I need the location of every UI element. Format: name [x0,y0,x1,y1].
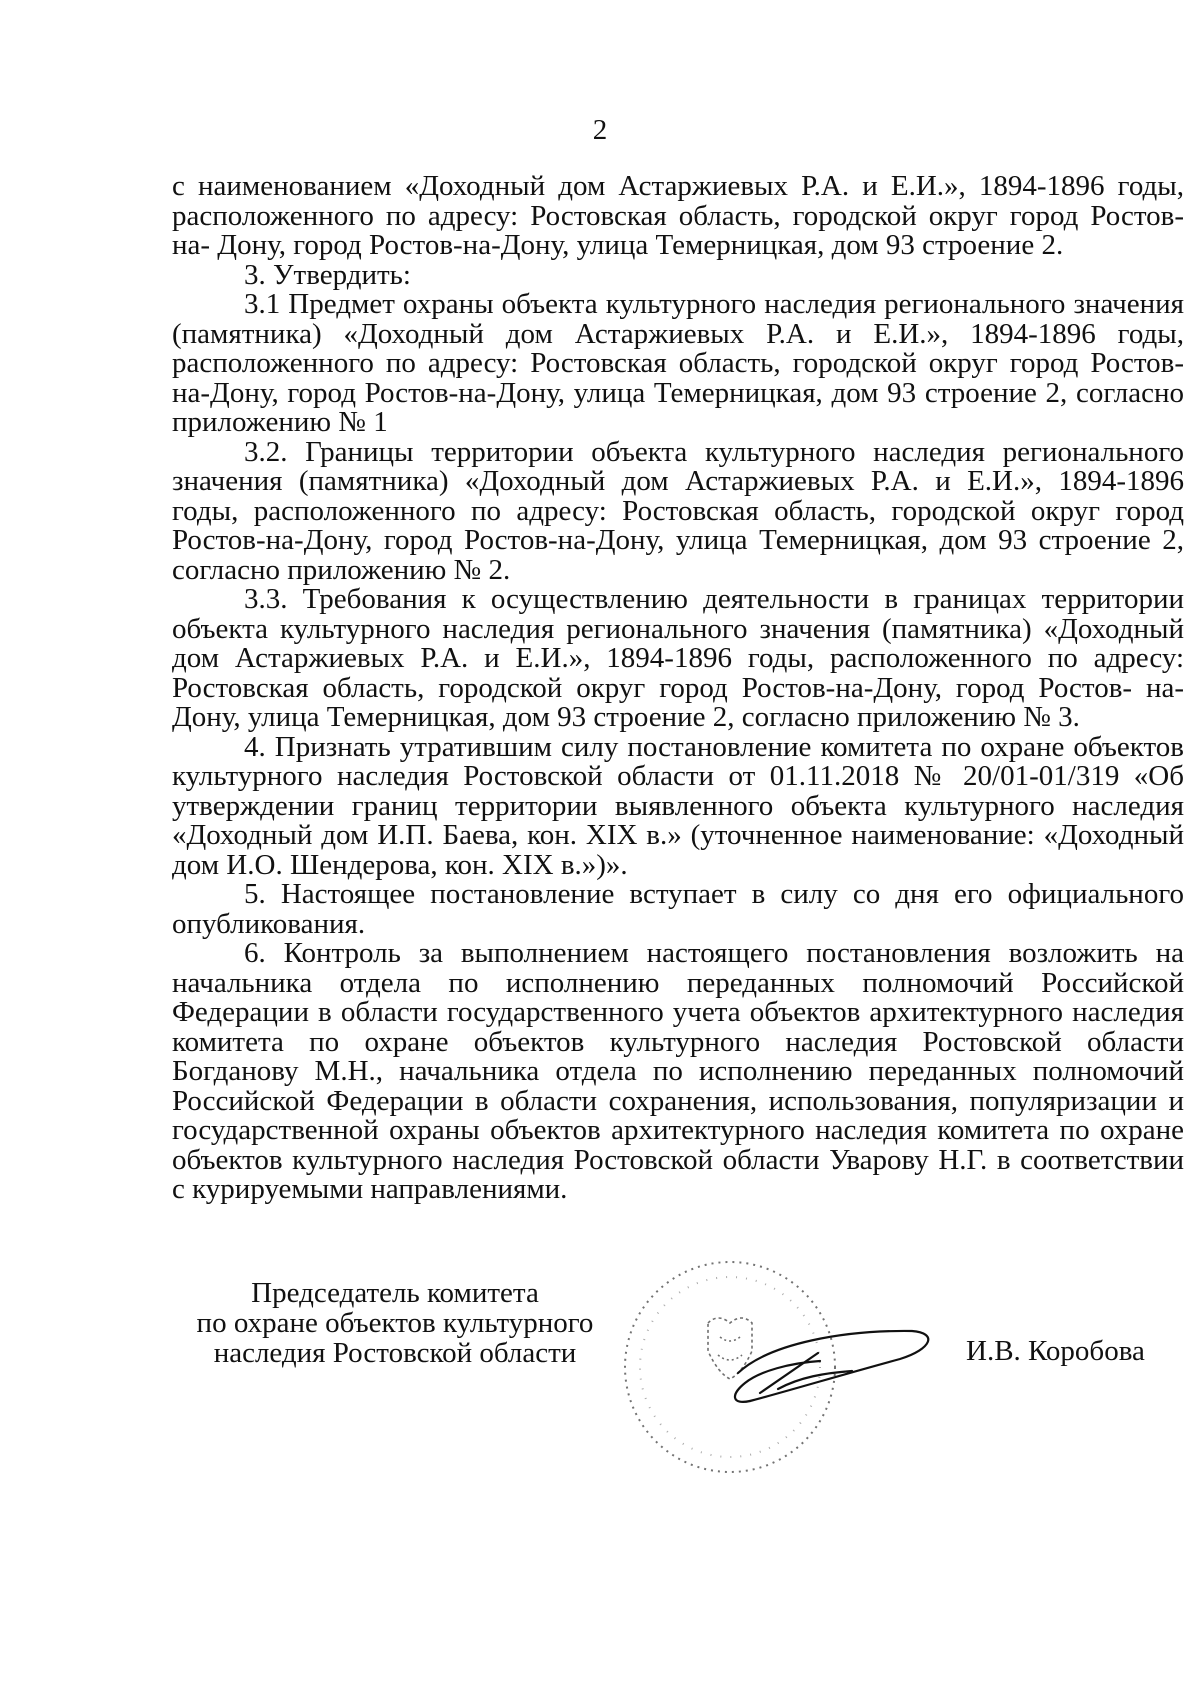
document-body [172,172,1184,1205]
official-seal-and-signature [620,1245,940,1485]
signatory-title [195,1278,595,1368]
paragraph-continuation: с наименованием «Доходный дом Астаржиевых Р.А. и Е.И.», 1894-1896 годы, расположенного по адресу: Ростовская область, городской округ город Ростов- на- Дону, город Ростов-на-Дону, улица Темерницкая, дом 93 строение 2. [172,170,1184,261]
signer-name: И.В. Коробова [966,1335,1145,1367]
signatory-title-line: по охране объектов культурного [196,1307,594,1339]
paragraph-item-3: 3. Утвердить: [244,258,411,291]
handwritten-signature [735,1331,928,1402]
paragraph-item-6: 6. Контроль за выполнением настоящего постановления возложить на начальника отдела по исполнению переданных полномочий Российской Федерации в области государственного учета объектов архитектурного наследия комитета по охране объектов культурного наследия Ростовской области Богданову М.Н., начальника отдела по исполнению переданных полномочий Российской Федерации в области сохранения, использования, популяризации и государственной охраны объектов архитектурного наследия комитета по охране объектов культурного наследия Ростовской области Уварову Н.Г. в соответствии с курируемыми направлениями. [172,937,1184,1205]
seal-emblem [708,1318,752,1379]
paragraph-item-3-3: 3.3. Требования к осуществлению деятельности в границах территории объекта культурного наследия регионального значения (памятника) «Доходный дом Астаржиевых Р.А. и Е.И.», 1894-1896 годы, расположенного по адресу: Ростовская область, городской округ город Ростов-на-Дону, город Ростов- на- Дону, улица Темерницкая, дом 93 строение 2, согласно приложению № 3. [172,583,1184,733]
seal-stamp [625,1262,835,1472]
paragraph-item-3-1: 3.1 Предмет охраны объекта культурного наследия регионального значения (памятника) «Доходный дом Астаржиевых Р.А. и Е.И.», 1894-1896 годы, расположенного по адресу: Ростовская область, городской округ город Ростов-на-Дону, город Ростов-на-Дону, улица Темерницкая, дом 93 строение 2, согласно приложению № 1 [172,288,1184,438]
paragraph-item-5: 5. Настоящее постановление вступает в силу со дня его официального опубликования. [172,878,1184,940]
paragraph-item-4: 4. Признать утратившим силу постановление комитета по охране объектов культурного наследия Ростовской области от 01.11.2018 № 20/01-01/319 «Об утверждении границ территории выявленного объекта культурного наследия «Доходный дом И.П. Баева, кон. XIX в.» (уточненное наименование: «Доходный дом И.О. Шендерова, кон. XIX в.»)». [172,730,1184,881]
signatory-title-line: Председатель комитета [251,1277,539,1309]
signatory-title-line: наследия Ростовской области [213,1337,577,1369]
paragraph-item-3-2: 3.2. Границы территории объекта культурного наследия регионального значения (памятника) «Доходный дом Астаржиевых Р.А. и Е.И.», 1894-1896 годы, расположенного по адресу: Ростовская область, городской округ город Ростов-на-Дону, город Ростов-на-Дону, улица Темерницкая, дом 93 строение 2, согласно приложению № 2. [172,435,1184,586]
page-number: 2 [592,114,608,146]
